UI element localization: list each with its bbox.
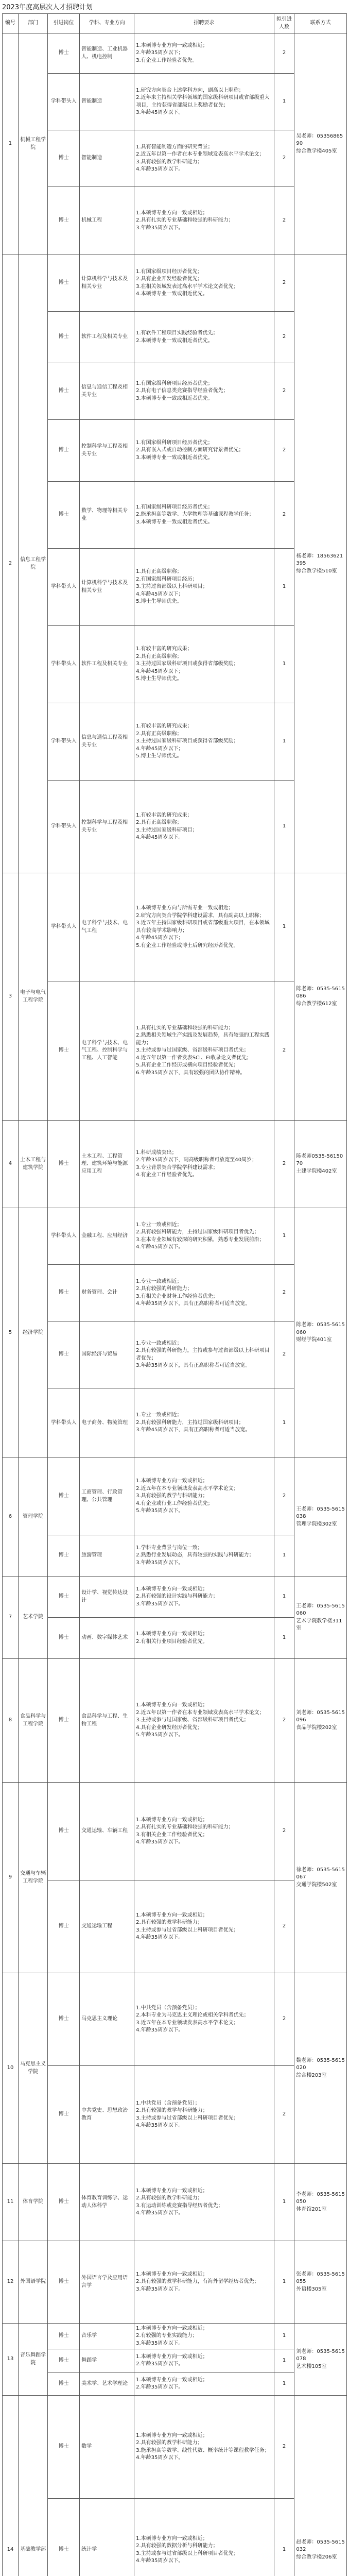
table-row <box>3 1973 347 2066</box>
position-type: 博士 <box>48 2499 80 2576</box>
position-type: 博士 <box>48 2066 80 2164</box>
table-header-row <box>3 14 347 33</box>
hire-count: 1 <box>274 549 294 626</box>
discipline-direction: 控制科学与工程及相关专业 <box>80 420 134 482</box>
hire-count: 1 <box>274 1208 294 1265</box>
hire-count: 2 <box>274 130 294 187</box>
discipline-direction: 电子科学与技术、电气工程、控制科学与工程、人工智能 <box>80 981 134 1121</box>
discipline-direction: 数学 <box>80 2396 134 2499</box>
contact-info: 杨老师：18563621395 综合教学楼510室 <box>294 255 347 873</box>
hire-count: 1 <box>274 1388 294 1458</box>
requirements-text: 1.本硕博专业方向一致或相近； 2.年龄35周岁以下。 <box>134 2349 274 2372</box>
header-dept: 部门 <box>18 14 47 33</box>
position-type: 博士 <box>48 130 80 187</box>
position-type: 博士 <box>48 1659 80 1783</box>
discipline-direction: 食品科学与工程、生物工程 <box>80 1659 134 1783</box>
discipline-direction: 舞蹈学 <box>80 2349 134 2372</box>
recruitment-table <box>2 13 347 2576</box>
group-number: 13 <box>3 2324 19 2396</box>
hire-count: 2 <box>274 2066 294 2164</box>
contact-info: 陈老师0535-5615070 土建学院楼402室 <box>294 1121 347 1208</box>
requirements-text: 1.本硕博专业方向一致或相近； 2.具有较强的教学科研能力； 3.主持或参与过省部级以上科研项目者优先； 4.年龄35周岁以下。 <box>134 1880 274 1973</box>
group-number: 12 <box>3 2241 19 2324</box>
discipline-direction: 智能制造 <box>80 74 134 130</box>
page-title: 2023年度高层次人才招聘计划 <box>2 4 93 11</box>
group-number: 9 <box>3 1783 19 1973</box>
contact-info: 王老师：0535-5615060 艺术学院教学楼311室 <box>294 1577 347 1659</box>
table-row <box>3 33 347 74</box>
hire-count: 1 <box>274 1618 294 1659</box>
discipline-direction: 信息与通信工程及相关专业 <box>80 703 134 781</box>
position-type: 学科带头人 <box>48 549 80 626</box>
position-type: 博士 <box>48 2324 80 2349</box>
department-name: 艺术学院 <box>18 1577 47 1659</box>
table-row <box>3 1783 347 1880</box>
requirements-text: 1.本硕博专业方向与所需专业一致或相近； 2.研究方向契合学院学科建设需求，具有副高以上职称； 3.近五年主持国家级科研项目或省部级重大项目，在本领域具有较高学术影响力； 4.年龄45周岁以下； 5.有企业工作经验或博士后研究经历者优先。 <box>134 873 274 981</box>
hire-count: 1 <box>274 873 294 981</box>
discipline-direction: 计算机科学与技术及相关专业 <box>80 549 134 626</box>
contact-info: 李老师：0535-5615050 体育馆201室 <box>294 2164 347 2241</box>
hire-count: 2 <box>274 255 294 312</box>
department-name: 体育学院 <box>18 2164 47 2241</box>
requirements-text: 1.中共党员（含预备党员）； 2.本科专业为马克思主义理论或相关学科者优先； 3.近五年在本专业领域发表高水平学术论文； 4.年龄35周岁以下。 <box>134 1973 274 2066</box>
position-type: 博士 <box>48 363 80 420</box>
contact-info: 刘老师：0535-5615078 艺术楼105室 <box>294 2324 347 2396</box>
table-row <box>3 2396 347 2499</box>
position-type: 博士 <box>48 33 80 74</box>
table-row <box>3 1458 347 1535</box>
group-number: 1 <box>3 33 19 255</box>
hire-count: 2 <box>274 2396 294 2499</box>
requirements-text: 1.有国家级科研项目经历者优先； 2.能承担高等数学、大学物理等基础课程教学任务； 3.本硕博专业一致或相近者优先。 <box>134 482 274 549</box>
position-type: 博士 <box>48 1783 80 1880</box>
contact-info: 吴老师：0535686590 综合教学楼405室 <box>294 33 347 255</box>
hire-count: 2 <box>274 981 294 1121</box>
hire-count: 2 <box>274 312 294 363</box>
position-type: 学科带头人 <box>48 1208 80 1265</box>
position-type: 学科带头人 <box>48 1388 80 1458</box>
requirements-text: 1.研究方向契合上述学科方向，副高以上职称； 2.近年来主持相关学科领域的国家级科研项目或省部级重大项目，主持获得省部级以上奖励者优先； 3.年龄45周岁以下。 <box>134 74 274 130</box>
position-type: 博士 <box>48 1458 80 1535</box>
group-number: 8 <box>3 1659 19 1783</box>
contact-info: 王老师：0535-5615038 管理学院楼302室 <box>294 1458 347 1577</box>
group-number: 3 <box>3 873 19 1121</box>
requirements-text: 1.本硕博专业方向一致或相近； 2.年龄35周岁以下。 <box>134 2372 274 2396</box>
position-type: 学科带头人 <box>48 74 80 130</box>
hire-count: 2 <box>274 1659 294 1783</box>
position-type: 博士 <box>48 981 80 1121</box>
department-name: 外国语学院 <box>18 2241 47 2324</box>
table-row <box>3 1659 347 1783</box>
discipline-direction: 马克思主义理论 <box>80 1973 134 2066</box>
department-name: 音乐舞蹈学院 <box>18 2324 47 2396</box>
discipline-direction: 美术学、艺术学理论 <box>80 2372 134 2396</box>
hire-count: 2 <box>274 1121 294 1208</box>
requirements-text: 1.有较丰富的研究成果； 2.具有正高级职称； 3.主持过国家级科研项目或获得省部级奖励； 4.年龄45周岁以下； 5.博士生导师优先。 <box>134 703 274 781</box>
hire-count: 2 <box>274 1973 294 2066</box>
table-row <box>3 1121 347 1208</box>
table-row <box>3 255 347 312</box>
requirements-text: 1.本硕博专业方向一致或相近； 2.具有扎实的专业基础和较强的科研能力； 3.年龄35周岁以下。 <box>134 187 274 255</box>
group-number: 10 <box>3 1973 19 2164</box>
discipline-direction: 财务管理、会计 <box>80 1265 134 1321</box>
discipline-direction: 电子商务、物流管理 <box>80 1388 134 1458</box>
contact-info: 陈老师：0535-5615060 财经学院401室 <box>294 1208 347 1458</box>
department-name: 交通与车辆工程学院 <box>18 1783 47 1973</box>
discipline-direction: 金融工程、应用经济 <box>80 1208 134 1265</box>
table-row <box>3 2241 347 2324</box>
requirements-text: 1.专业一致或相近； 2.具有较强的科研能力，主持或参与过省部级以上科研项目者优先； 3.年龄35周岁以下，具有正高职称者可适当放宽。 <box>134 1321 274 1388</box>
header-position: 引进岗位 <box>48 14 80 33</box>
hire-count: 2 <box>274 1458 294 1535</box>
requirements-text: 1.本硕博专业方向一致或相近； 2.具有较强的数据分析与科研能力； 3.主持或参与过省部级以上科研项目者优先； 4.年龄35周岁以下。 <box>134 2499 274 2576</box>
department-name: 食品科学与工程学院 <box>18 1659 47 1783</box>
requirements-text: 1.中共党员（含预备党员）； 2.具有较强的教学与科研能力； 3.主持或参与过省部级以上科研项目者优先； 4.年龄35周岁以下。 <box>134 2066 274 2164</box>
department-name: 经济学院 <box>18 1208 47 1458</box>
contact-info: 陈老师：0535-5615086 综合教学楼612室 <box>294 873 347 1121</box>
requirements-text: 1.有较丰富的研究成果； 2.具有正高级职称； 3.主持过国家级科研项目； 4.年龄45周岁以下。 <box>134 781 274 873</box>
requirements-text: 1.本硕博专业方向一致或相近； 2.具有扎实的专业基础和较强的科研能力； 3.有相关企业工作经验者优先； 4.年龄35周岁以下。 <box>134 1783 274 1880</box>
requirements-text: 1.专业一致或相近； 2.具有较强科研能力，主持过国家级科研项目； 3.年龄45周岁以下，具有正高职称者可适当放宽。 <box>134 1388 274 1458</box>
requirements-text: 1.具有正高级职称； 2.有国家级科研项目经历； 3.主持过省部级以上科研项目； 4.年龄45周岁以下； 5.博士生导师优先。 <box>134 549 274 626</box>
requirements-text: 1.本硕博专业方向一致或相近； 2.年龄35周岁以下； 3.有企业工作经验者优先。 <box>134 33 274 74</box>
table-row <box>3 1577 347 1618</box>
table-body <box>3 33 347 2576</box>
header-contact: 联系方式 <box>294 14 347 33</box>
discipline-direction: 中共党史、思想政治教育 <box>80 2066 134 2164</box>
hire-count: 2 <box>274 187 294 255</box>
department-name: 土木工程与建筑学院 <box>18 1121 47 1208</box>
requirements-text: 1.有较丰富的研究成果； 2.具有正高级职称； 3.主持过国家级科研项目或获得省部级奖励； 4.年龄45周岁以下； 5.博士生导师优先。 <box>134 626 274 703</box>
position-type: 博士 <box>48 187 80 255</box>
position-type: 博士 <box>48 1577 80 1618</box>
table-row <box>3 2324 347 2349</box>
requirements-text: 1.有国家级科研项目经历者优先； 2.具有电子信息类竞赛指导经验者优先； 3.本硕博专业一致或相近者优先。 <box>134 363 274 420</box>
position-type: 博士 <box>48 2396 80 2499</box>
header-count: 拟引进人数 <box>274 14 294 33</box>
discipline-direction: 土木工程、工程管理、建筑环境与能源应用工程 <box>80 1121 134 1208</box>
department-name: 机械工程学院 <box>18 33 47 255</box>
contact-info: 张老师：0535-5615055 外语楼305室 <box>294 2241 347 2324</box>
hire-count: 2 <box>274 1783 294 1880</box>
discipline-direction: 体育教育训练学、运动人体科学 <box>80 2164 134 2241</box>
discipline-direction: 音乐学 <box>80 2324 134 2349</box>
requirements-text: 1.本硕博专业方向一致或相近； 2.近五年以第一作者在本专业领域发表高水平学术论文； 3.主持或参与过国家级、省部级科研项目者优先； 4.具有企业研发经历者优先； 5.年龄35周岁以下。 <box>134 1659 274 1783</box>
discipline-direction: 数学、物理等相关专业 <box>80 482 134 549</box>
requirements-text: 1.本硕博专业方向一致或相近； 2.有较强的专业实践能力； 3.年龄35周岁以下。 <box>134 2324 274 2349</box>
requirements-text: 1.专业一致或相近； 2.具有较强科研能力，主持过国家级科研项目者优先； 3.在本专业领域有较深的研究积累，熟悉专业发展前沿； 4.年龄45周岁以下。 <box>134 1208 274 1265</box>
position-type: 博士 <box>48 1321 80 1388</box>
requirements-text: 1.有国家级科研项目经历者优先； 2.具有嵌入式或自动控制方面研究背景者优先； 3.本硕博专业一致或相近者优先。 <box>134 420 274 482</box>
discipline-direction: 交通运输、车辆工程 <box>80 1783 134 1880</box>
group-number: 7 <box>3 1577 19 1659</box>
discipline-direction: 外国语言学及应用语言学 <box>80 2241 134 2324</box>
requirements-text: 1.本硕博专业方向一致或相近； 2.有相关行业项目经验者优先。 <box>134 1618 274 1659</box>
hire-count: 2 <box>274 1321 294 1388</box>
position-type: 博士 <box>48 420 80 482</box>
position-type: 学科带头人 <box>48 873 80 981</box>
position-type: 博士 <box>48 1880 80 1973</box>
position-type: 博士 <box>48 2164 80 2241</box>
hire-count: 1 <box>274 2324 294 2349</box>
requirements-text: 1.具有智能制造方面的研究背景； 2.近五年以第一作者在本专业领域发表高水平学术论文； 3.具有较强的教学科研能力； 4.年龄35周岁以下。 <box>134 130 274 187</box>
discipline-direction: 智能制造、工业机器人、机电控制 <box>80 33 134 74</box>
hire-count: 2 <box>274 33 294 74</box>
position-type: 博士 <box>48 1535 80 1577</box>
discipline-direction: 智能制造 <box>80 130 134 187</box>
requirements-text: 1.有国家级项目经历者优先； 2.具有企业开发经验者优先； 3.在相关领域发表过高水平学术论文者优先； 4.本硕博专业一致或相近优先。 <box>134 255 274 312</box>
discipline-direction: 统计学 <box>80 2499 134 2576</box>
group-number: 6 <box>3 1458 19 1577</box>
position-type: 博士 <box>48 1265 80 1321</box>
hire-count: 1 <box>274 2499 294 2576</box>
hire-count: 2 <box>274 1880 294 1973</box>
discipline-direction: 软件工程及相关专业 <box>80 626 134 703</box>
header-discipline: 学科、专业方向 <box>80 14 134 33</box>
discipline-direction: 交通运输工程 <box>80 1880 134 1973</box>
hire-count: 2 <box>274 420 294 482</box>
discipline-direction: 国际经济与贸易 <box>80 1321 134 1388</box>
table-row <box>3 2164 347 2241</box>
position-type: 博士 <box>48 2349 80 2372</box>
header-requirements: 招聘要求 <box>134 14 274 33</box>
group-number: 14 <box>3 2396 19 2576</box>
hire-count: 2 <box>274 482 294 549</box>
discipline-direction: 旅游管理 <box>80 1535 134 1577</box>
hire-count: 1 <box>274 626 294 703</box>
requirements-text: 1.具有扎实的专业基础和较强的科研能力； 2.熟悉相关领域生产实践及发展趋势，具有较强的工程实践能力； 3.主持或参与过国家级、省部级科研项目者优先； 4.近五年以第一作者发表SCI、EI收录论文者优先； 5.具有企业工作经历或横向项目经验者优先； 6.年龄35周岁以下，具有较强的团队协作精神。 <box>134 981 274 1121</box>
discipline-direction: 计算机科学与技术及相关专业 <box>80 255 134 312</box>
discipline-direction: 工商管理、行政管理、公共管理 <box>80 1458 134 1535</box>
hire-count: 1 <box>274 2164 294 2241</box>
department-name: 管理学院 <box>18 1458 47 1577</box>
contact-info: 刘老师：0535-5615096 食品学院楼202室 <box>294 1659 347 1783</box>
group-number: 2 <box>3 255 19 873</box>
discipline-direction: 信息与通信工程及相关专业 <box>80 363 134 420</box>
hire-count: 1 <box>274 2349 294 2372</box>
requirements-text: 1.科研成绩突出； 2.年龄35周岁以下，副高级职称者可放宽至40周岁； 3.专业背景契合学院学科建设需求； 4.有企业工作经验者优先。 <box>134 1121 274 1208</box>
hire-count: 1 <box>274 2241 294 2324</box>
requirements-text: 1.专业一致或相近； 2.具有较强的科研能力； 3.有相关企业财务工作经验者优先； 4.年龄35周岁以下，具有正高职称者可适当放宽。 <box>134 1265 274 1321</box>
position-type: 博士 <box>48 1973 80 2066</box>
requirements-text: 1.学科专业背景与岗位一致； 2.熟悉行业发展动态，具有较强的实践与科研能力； 3.年龄35周岁以下。 <box>134 1535 274 1577</box>
hire-count: 1 <box>274 2372 294 2396</box>
position-type: 学科带头人 <box>48 626 80 703</box>
contact-info: 赵老师：0535-5615032 综合教学楼206室 <box>294 2396 347 2576</box>
department-name: 基础教学部 <box>18 2396 47 2576</box>
position-type: 博士 <box>48 482 80 549</box>
hire-count: 1 <box>274 781 294 873</box>
contact-info: 徐老师：0535-5615067 交通学院楼502室 <box>294 1783 347 1973</box>
requirements-text: 1.本硕博专业方向一致或相近； 2.具有较强的教学科研能力，有海外留学经历者优先； 3.年龄35周岁以下。 <box>134 2241 274 2324</box>
discipline-direction: 电子科学与技术、电气工程 <box>80 873 134 981</box>
discipline-direction: 设计学、视觉传达设计 <box>80 1577 134 1618</box>
header-no: 编号 <box>3 14 19 33</box>
requirements-text: 1.本硕博专业方向一致或相近； 2.近五年在本专业领域发表高水平学术论文； 3.具有较强的教学与科研能力； 4.有企业或行业工作经验者优先； 5.年龄35周岁以下。 <box>134 1458 274 1535</box>
discipline-direction: 动画、数字媒体艺术 <box>80 1618 134 1659</box>
group-number: 11 <box>3 2164 19 2241</box>
position-type: 学科带头人 <box>48 781 80 873</box>
requirements-text: 1.有软件工程项目实践经验者优先； 2.本硕博专业一致或相近者优先。 <box>134 312 274 363</box>
position-type: 博士 <box>48 2372 80 2396</box>
discipline-direction: 机械工程 <box>80 187 134 255</box>
position-type: 博士 <box>48 2241 80 2324</box>
department-name: 电子与电气工程学院 <box>18 873 47 1121</box>
hire-count: 1 <box>274 703 294 781</box>
hire-count: 1 <box>274 1535 294 1577</box>
hire-count: 1 <box>274 1577 294 1618</box>
discipline-direction: 软件工程及相关专业 <box>80 312 134 363</box>
department-name: 马克思主义学院 <box>18 1973 47 2164</box>
table-row <box>3 873 347 981</box>
discipline-direction: 控制科学与工程及相关专业 <box>80 781 134 873</box>
requirements-text: 1.本硕博专业方向一致或相近； 2.具有较强的教学科研能力； 3.能承担高等数学、线性代数、概率统计等课程教学任务； 4.年龄35周岁以下。 <box>134 2396 274 2499</box>
position-type: 博士 <box>48 312 80 363</box>
department-name: 信息工程学院 <box>18 255 47 873</box>
requirements-text: 1.本硕博专业方向一致或相近； 2.具有较强的设计实践与科研能力； 3.年龄35周岁以下。 <box>134 1577 274 1618</box>
hire-count: 2 <box>274 1265 294 1321</box>
contact-info: 魏老师：0535-5615020 综合楼203室 <box>294 1973 347 2164</box>
position-type: 学科带头人 <box>48 703 80 781</box>
position-type: 博士 <box>48 1618 80 1659</box>
hire-count: 1 <box>274 74 294 130</box>
position-type: 博士 <box>48 255 80 312</box>
table-row <box>3 1208 347 1265</box>
hire-count: 2 <box>274 363 294 420</box>
position-type: 博士 <box>48 1121 80 1208</box>
group-number: 4 <box>3 1121 19 1208</box>
requirements-text: 1.本硕博专业方向一致或相近； 2.具有较强的教学科研能力； 3.有运动训练或竞赛指导经历者优先； 4.年龄35周岁以下。 <box>134 2164 274 2241</box>
group-number: 5 <box>3 1208 19 1458</box>
